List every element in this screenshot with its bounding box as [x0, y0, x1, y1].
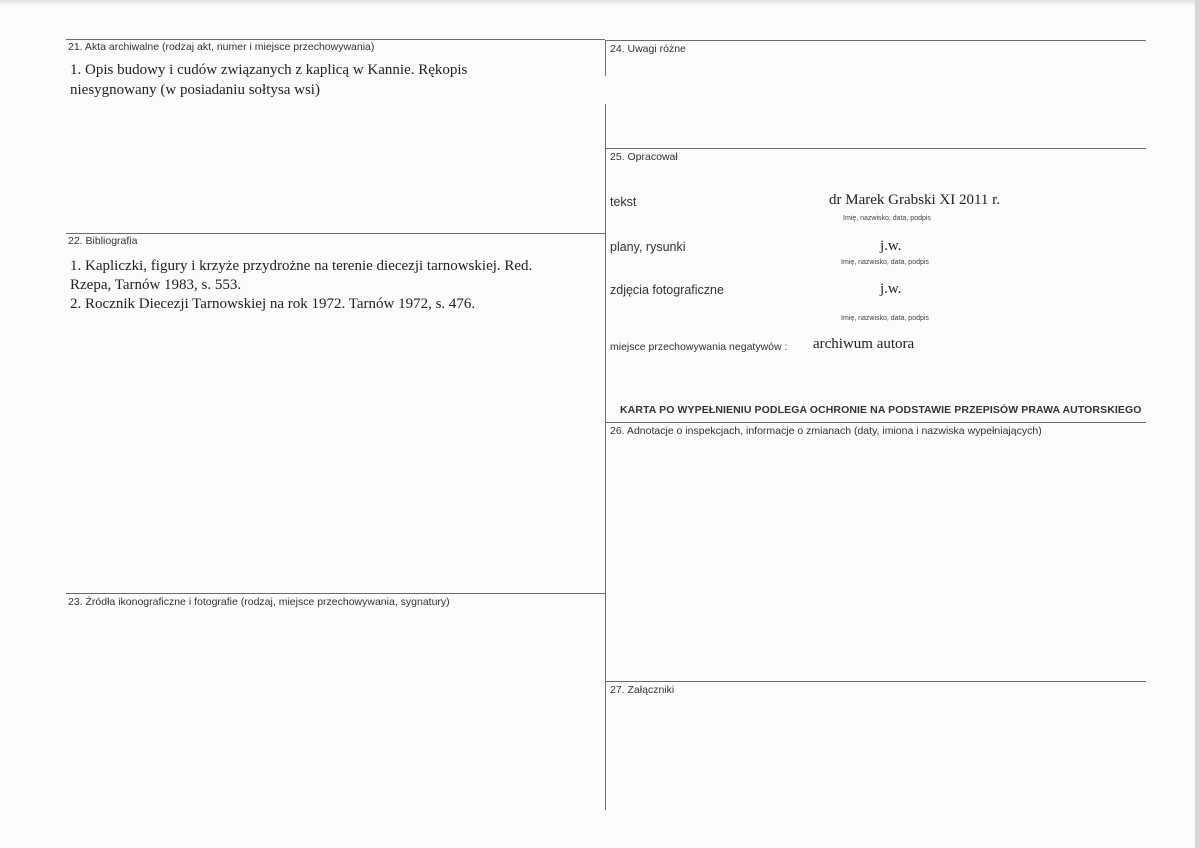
plany-label: plany, rysunki — [610, 240, 686, 254]
zdjecia-caption: Imię, nazwisko, data, podpis — [841, 315, 929, 322]
copyright-notice: KARTA PO WYPEŁNIENIU PODLEGA OCHRONIE NA PODSTAWIE PRZEPISÓW PRAWA AUTORSKIEGO — [620, 404, 1142, 416]
zdjecia-value: j.w. — [880, 281, 902, 297]
bibliography-entry-1-line1: 1. Kapliczki, figury i krzyże przydrożne na terenie diecezji tarnowskiej. Red. — [70, 258, 533, 274]
bibliography-entry-2: 2. Rocznik Diecezji Tarnowskiej na rok 1972. Tarnów 1972, s. 476. — [70, 296, 476, 312]
section-22-label: 22. Bibliografia — [68, 235, 138, 247]
section-26-top-rule — [605, 422, 1146, 423]
section-22-top-rule — [66, 233, 605, 234]
section-24-top-rule — [605, 40, 1146, 41]
section-25-label: 25. Opracował — [610, 151, 678, 163]
tekst-label: tekst — [610, 195, 637, 209]
scan-top-edge — [0, 0, 1199, 6]
tekst-caption: Imię, nazwisko, data, podpis — [843, 215, 931, 222]
section-23-label: 23. Źródła ikonograficzne i fotografie (rodzaj, miejsce przechowywania, sygnatury) — [68, 596, 450, 608]
bibliography-entry-1-line2: Rzepa, Tarnów 1983, s. 553. — [70, 277, 242, 293]
plany-caption: Imię, nazwisko, data, podpis — [841, 259, 929, 266]
copyright-notice-clip — [620, 404, 1146, 420]
section-21-entry-line2: niesygnowany (w posiadaniu sołtysa wsi) — [70, 82, 320, 98]
section-21-entry-line1: 1. Opis budowy i cudów związanych z kaplicą w Kannie. Rękopis — [70, 62, 468, 78]
zdjecia-label: zdjęcia fotograficzne — [610, 283, 724, 297]
section-27-label: 27. Załączniki — [610, 684, 675, 696]
section-21-label: 21. Akta archiwalne (rodzaj akt, numer i miejsce przechowywania) — [68, 41, 375, 53]
plany-value: j.w. — [880, 238, 902, 254]
section-26-label: 26. Adnotacje o inspekcjach, informacje o zmianach (daty, imiona i nazwiska wypełniających) — [610, 425, 1042, 437]
tekst-value: dr Marek Grabski XI 2011 r. — [829, 192, 1001, 208]
section-21-top-rule — [66, 39, 605, 40]
column-divider — [605, 104, 606, 810]
section-25-top-rule — [605, 148, 1146, 149]
negatywy-value: archiwum autora — [813, 336, 915, 352]
section-27-top-rule — [605, 681, 1146, 682]
section-23-top-rule — [66, 593, 605, 594]
column-divider-top — [605, 40, 606, 76]
negatywy-label: miejsce przechowywania negatywów : — [610, 341, 788, 353]
scan-right-edge — [1195, 0, 1199, 848]
section-24-label: 24. Uwagi różne — [610, 43, 686, 55]
